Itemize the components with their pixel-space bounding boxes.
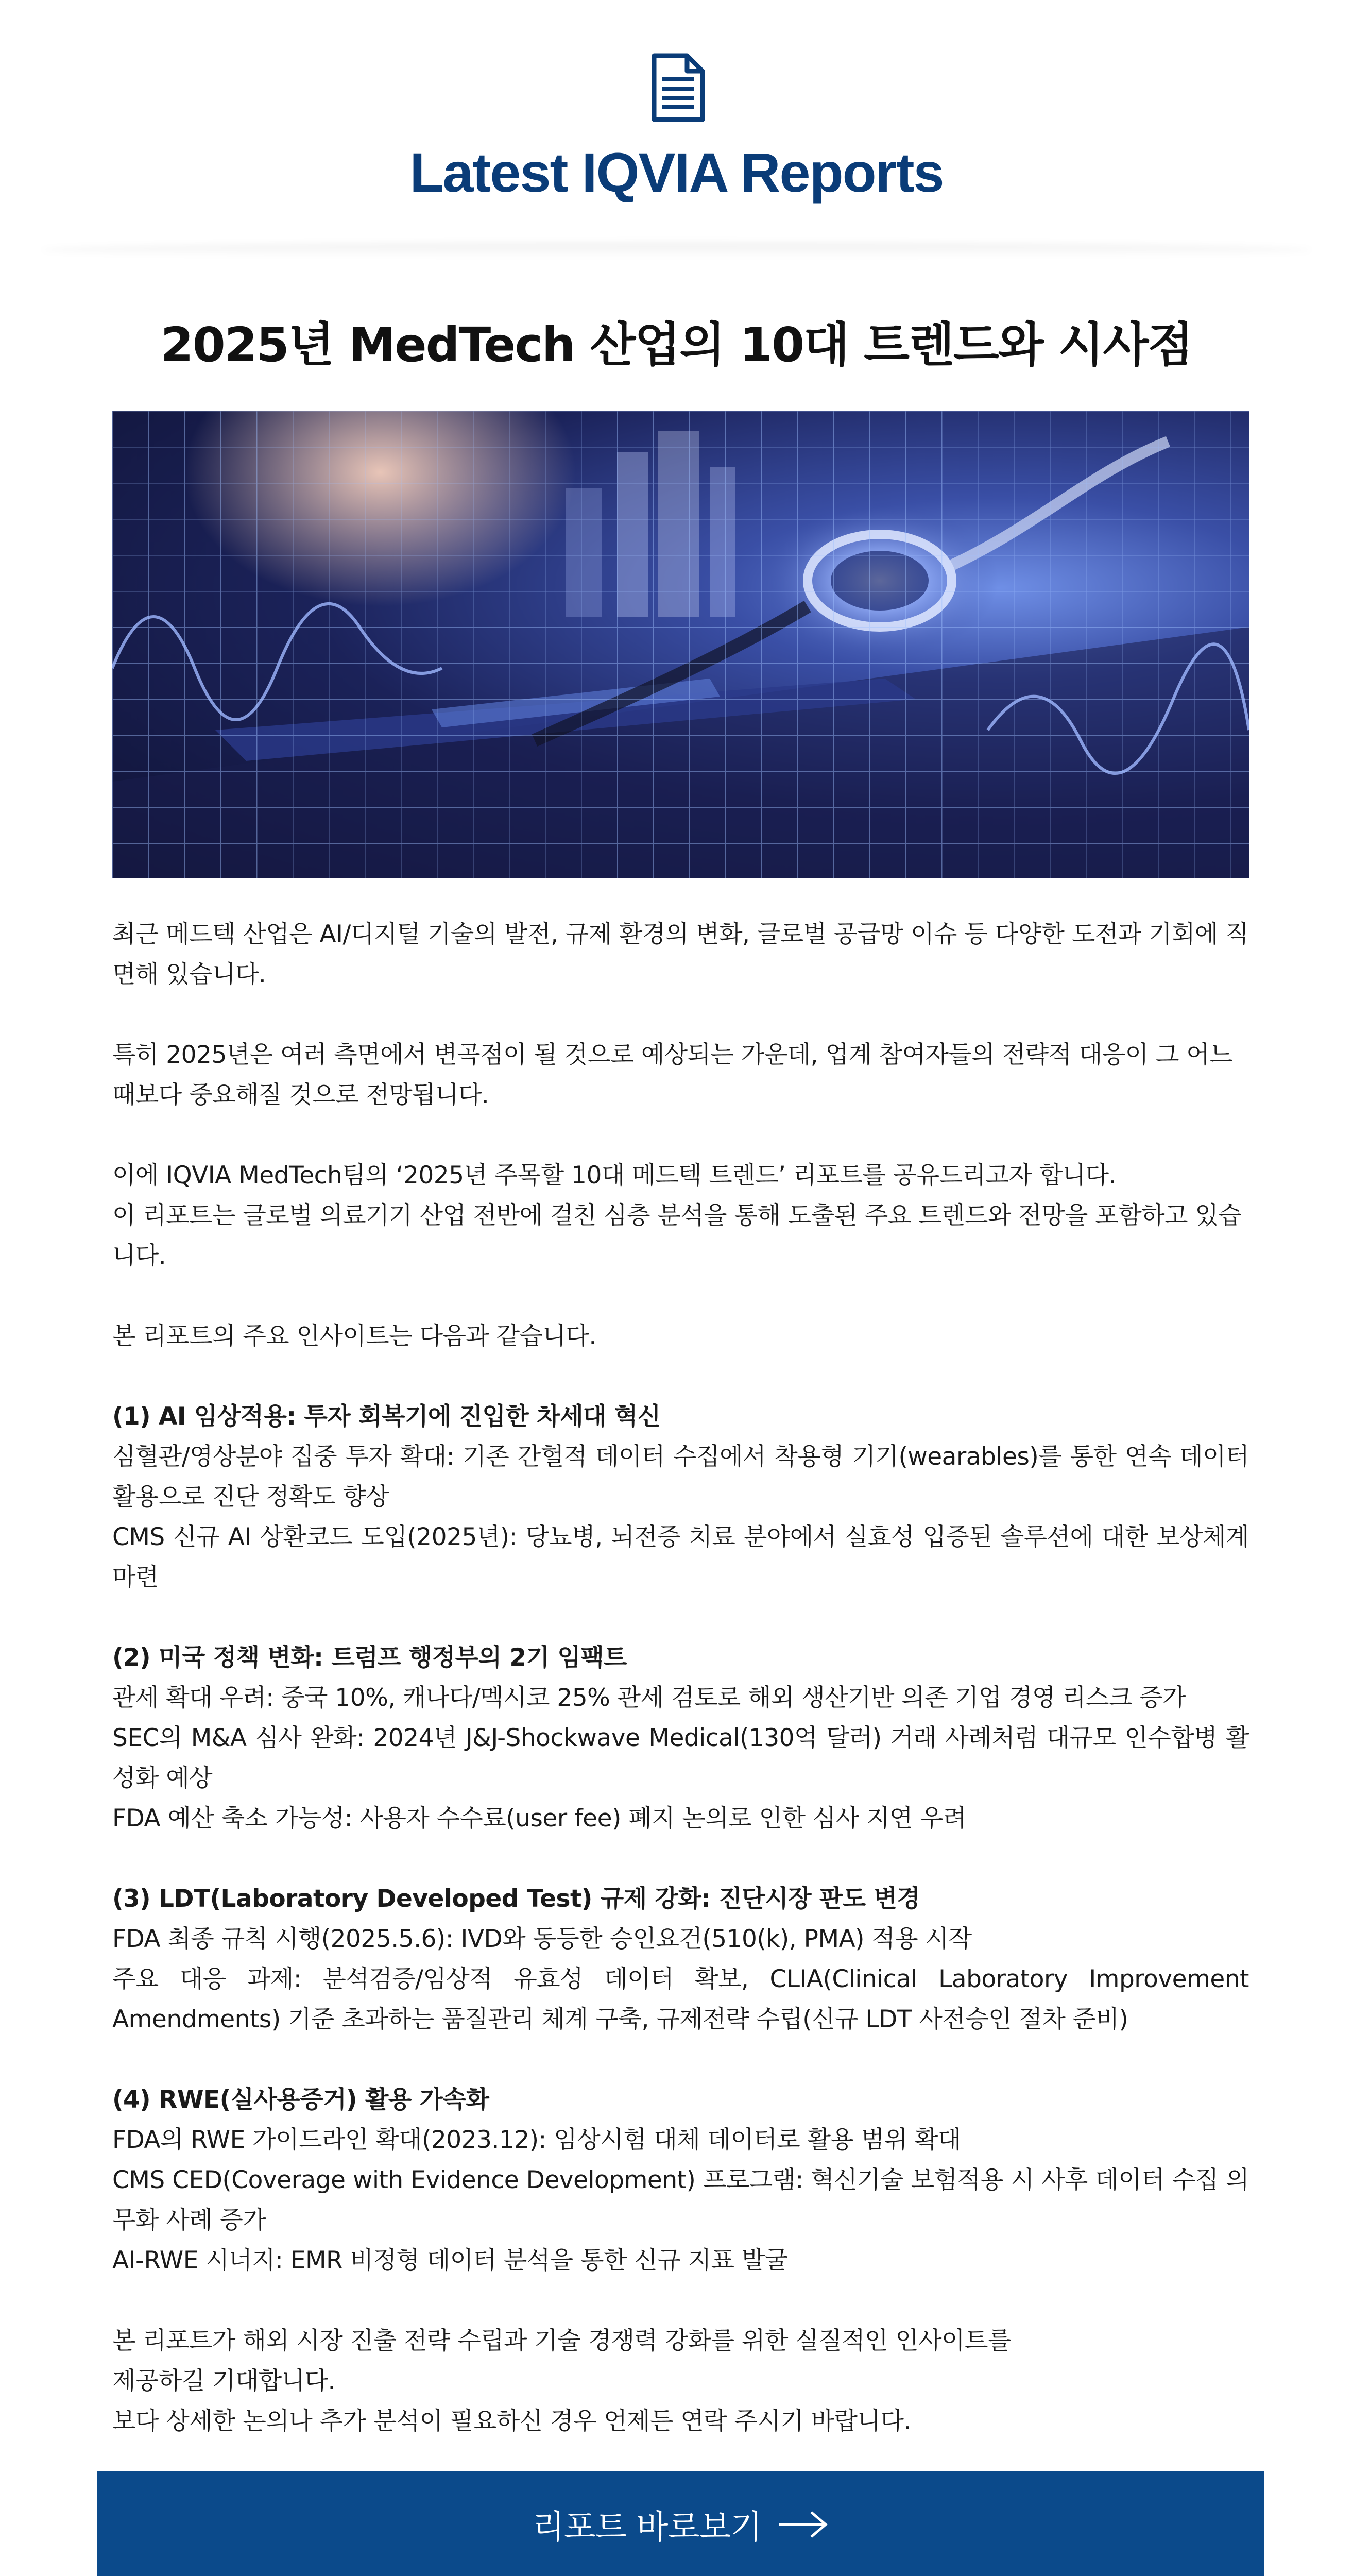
section-1-line-2: CMS 신규 AI 상환코드 도입(2025년): 당뇨병, 뇌전증 치료 분야에서 실효성 입증된 솔루션에 대한 보상체계 마련 <box>112 1523 1249 1591</box>
intro-paragraph-4: 이 리포트는 글로벌 의료기기 산업 전반에 걸친 심층 분석을 통해 도출된 주요 트렌드와 전망을 포함하고 있습니다. <box>112 1201 1242 1270</box>
section-4-line-3: AI-RWE 시너지: EMR 비정형 데이터 분석을 통한 신규 지표 발굴 <box>112 2246 788 2275</box>
hero-image <box>112 411 1249 878</box>
intro-paragraph-3: 이에 IQVIA MedTech팀의 ‘2025년 주목할 10대 메드텍 트렌드’ 리포트를 공유드리고자 합니다. <box>112 1161 1116 1190</box>
arrow-right-icon <box>777 2509 829 2540</box>
header <box>0 0 1353 242</box>
header-divider-shadow <box>41 242 1312 258</box>
intro-paragraph-2: 특히 2025년은 여러 측면에서 변곡점이 될 것으로 예상되는 가운데, 업계 참여자들의 전략적 대응이 그 어느 때보다 중요해질 것으로 전망됩니다. <box>112 1041 1233 1109</box>
article-title: 2025년 MedTech 산업의 10대 트렌드와 시사점 <box>160 317 1193 372</box>
article-body <box>112 914 1249 2442</box>
closing-line-3: 보다 상세한 논의나 추가 분석이 필요하신 경우 언제든 연락 주시기 바랍니다. <box>112 2407 911 2435</box>
view-report-label: 리포트 바로보기 <box>532 2508 762 2547</box>
view-report-button[interactable] <box>97 2471 1264 2576</box>
section-4-line-1: FDA의 RWE 가이드라인 확대(2023.12): 임상시험 대체 데이터로 활용 범위 확대 <box>112 2126 961 2154</box>
section-2-line-2: SEC의 M&A 심사 완화: 2024년 J&J-Shockwave Medical(130억 달러) 거래 사례처럼 대규모 인수합병 활성화 예상 <box>112 1724 1249 1792</box>
closing-line-1: 본 리포트가 해외 시장 진출 전략 수립과 기술 경쟁력 강화를 위한 실질적인 인사이트를 <box>112 2327 1011 2355</box>
section-1-line-1: 심혈관/영상분야 집중 투자 확대: 기존 간헐적 데이터 수집에서 착용형 기기(wearables)를 통한 연속 데이터 활용으로 진단 정확도 향상 <box>112 1443 1249 1511</box>
section-2-line-3: FDA 예산 축소 가능성: 사용자 수수료(user fee) 폐지 논의로 인한 심사 지연 우려 <box>112 1804 967 1833</box>
section-3-line-1: FDA 최종 규칙 시행(2025.5.6): IVD와 동등한 승인요건(510(k), PMA) 적용 시작 <box>112 1925 972 1953</box>
section-3-line-2: 주요 대응 과제: 분석검증/임상적 유효성 데이터 확보, CLIA(Clinical Laboratory Improvement Amendments) 기준 초과하는 품질관리 체계 구축, 규제전략 수립(신규 LDT 사전승인 절차 준비) <box>112 1965 1249 2033</box>
section-heading-3: (3) LDT(Laboratory Developed Test) 규제 강화: 진단시장 판도 변경 <box>112 1885 920 1913</box>
section-heading-4: (4) RWE(실사용증거) 활용 가속화 <box>112 2086 489 2114</box>
closing-line-2: 제공하길 기대합니다. <box>112 2367 335 2395</box>
brand-title: Latest IQVIA Reports <box>409 141 944 204</box>
section-4-line-2: CMS CED(Coverage with Evidence Development) 프로그램: 혁신기술 보험적용 시 사후 데이터 수집 의무화 사례 증가 <box>112 2166 1249 2234</box>
intro-paragraph-5: 본 리포트의 주요 인사이트는 다음과 같습니다. <box>112 1322 596 1350</box>
document-icon <box>650 52 707 124</box>
intro-paragraph-1: 최근 메드텍 산업은 AI/디지털 기술의 발전, 규제 환경의 변화, 글로벌 공급망 이슈 등 다양한 도전과 기회에 직면해 있습니다. <box>112 920 1249 989</box>
section-heading-1: (1) AI 임상적용: 투자 회복기에 진입한 차세대 혁신 <box>112 1402 661 1431</box>
section-2-line-1: 관세 확대 우려: 중국 10%, 캐나다/멕시코 25% 관세 검토로 해외 생산기반 의존 기업 경영 리스크 증가 <box>112 1684 1186 1712</box>
section-heading-2: (2) 미국 정책 변화: 트럼프 행정부의 2기 임팩트 <box>112 1643 627 1672</box>
stethoscope-illustration <box>112 411 1249 878</box>
